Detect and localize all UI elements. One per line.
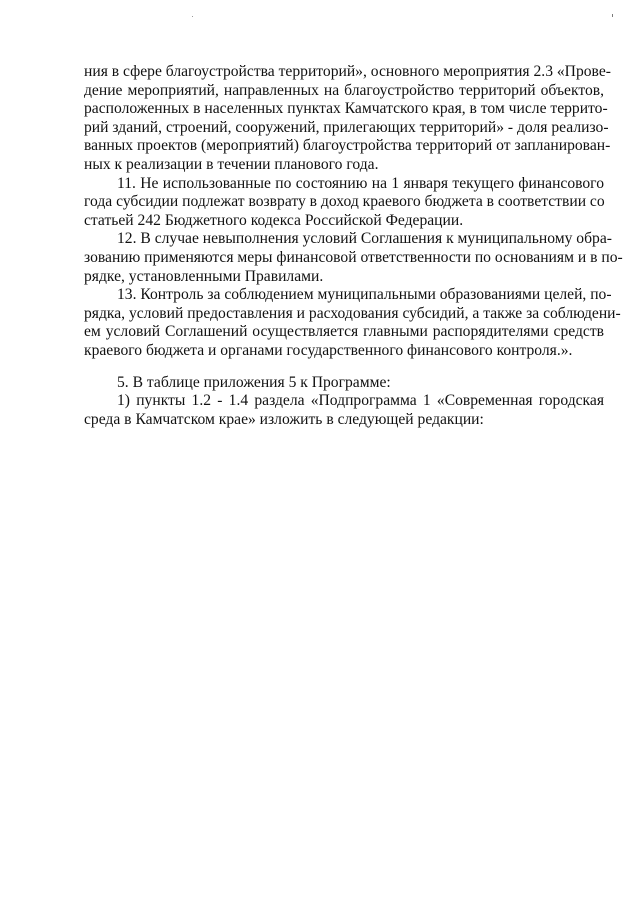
text-line: среда в Камчатском крае» изложить в следующей редакции: xyxy=(84,410,484,428)
paragraph-continuation xyxy=(84,63,611,175)
text-line: расположенных в населенных пунктах Камчатского края, в том числе террито- xyxy=(84,100,608,118)
text-line: 13. Контроль за соблюдением муниципальными образованиями целей, по- xyxy=(117,286,612,304)
text-line: рядке, установленными Правилами. xyxy=(84,267,324,285)
scan-artifact xyxy=(192,16,193,17)
text-line: ных к реализации в течении планового года. xyxy=(84,155,379,173)
text-line: зованию применяются меры финансовой ответственности по основаниям и в по- xyxy=(84,248,623,266)
scan-artifact xyxy=(612,14,613,17)
text-line: ванных проектов (мероприятий) благоустройства территорий от запланирован- xyxy=(84,137,611,155)
text-line: года субсидии подлежат возврату в доход краевого бюджета в соответствии со xyxy=(84,193,605,211)
text-line: 11. Не использованные по состоянию на 1 января текущего финансового xyxy=(117,174,604,192)
document-body xyxy=(84,63,623,429)
text-line: 12. В случае невыполнения условий Соглашения к муниципальному обра- xyxy=(117,230,612,248)
text-line: рядка, условий предоставления и расходования субсидий, а также за соблюдени- xyxy=(84,304,621,322)
text-line: ния в сфере благоустройства территорий», основного мероприятия 2.3 «Прове- xyxy=(84,63,611,80)
paragraph-12 xyxy=(84,230,623,286)
paragraph-spacer xyxy=(84,361,604,374)
text-line: 1) пункты 1.2 - 1.4 раздела «Подпрограмма 1 «Современная городская xyxy=(117,392,604,410)
text-line: рий зданий, строений, сооружений, прилегающих территорий» - доля реализо- xyxy=(84,118,609,136)
text-line: ем условий Соглашений осуществляется главными распорядителями средств xyxy=(84,323,604,341)
text-line: дение мероприятий, направленных на благоустройство территорий объектов, xyxy=(84,81,604,99)
paragraph-13 xyxy=(84,286,621,360)
text-line: статьей 242 Бюджетного кодекса Российской Федерации. xyxy=(84,211,464,229)
paragraph-11 xyxy=(84,175,604,231)
paragraph-5-1 xyxy=(84,392,604,429)
paragraph-5 xyxy=(84,374,604,393)
text-line: краевого бюджета и органами государственного финансового контроля.». xyxy=(84,341,573,359)
text-line: 5. В таблице приложения 5 к Программе: xyxy=(117,373,391,391)
